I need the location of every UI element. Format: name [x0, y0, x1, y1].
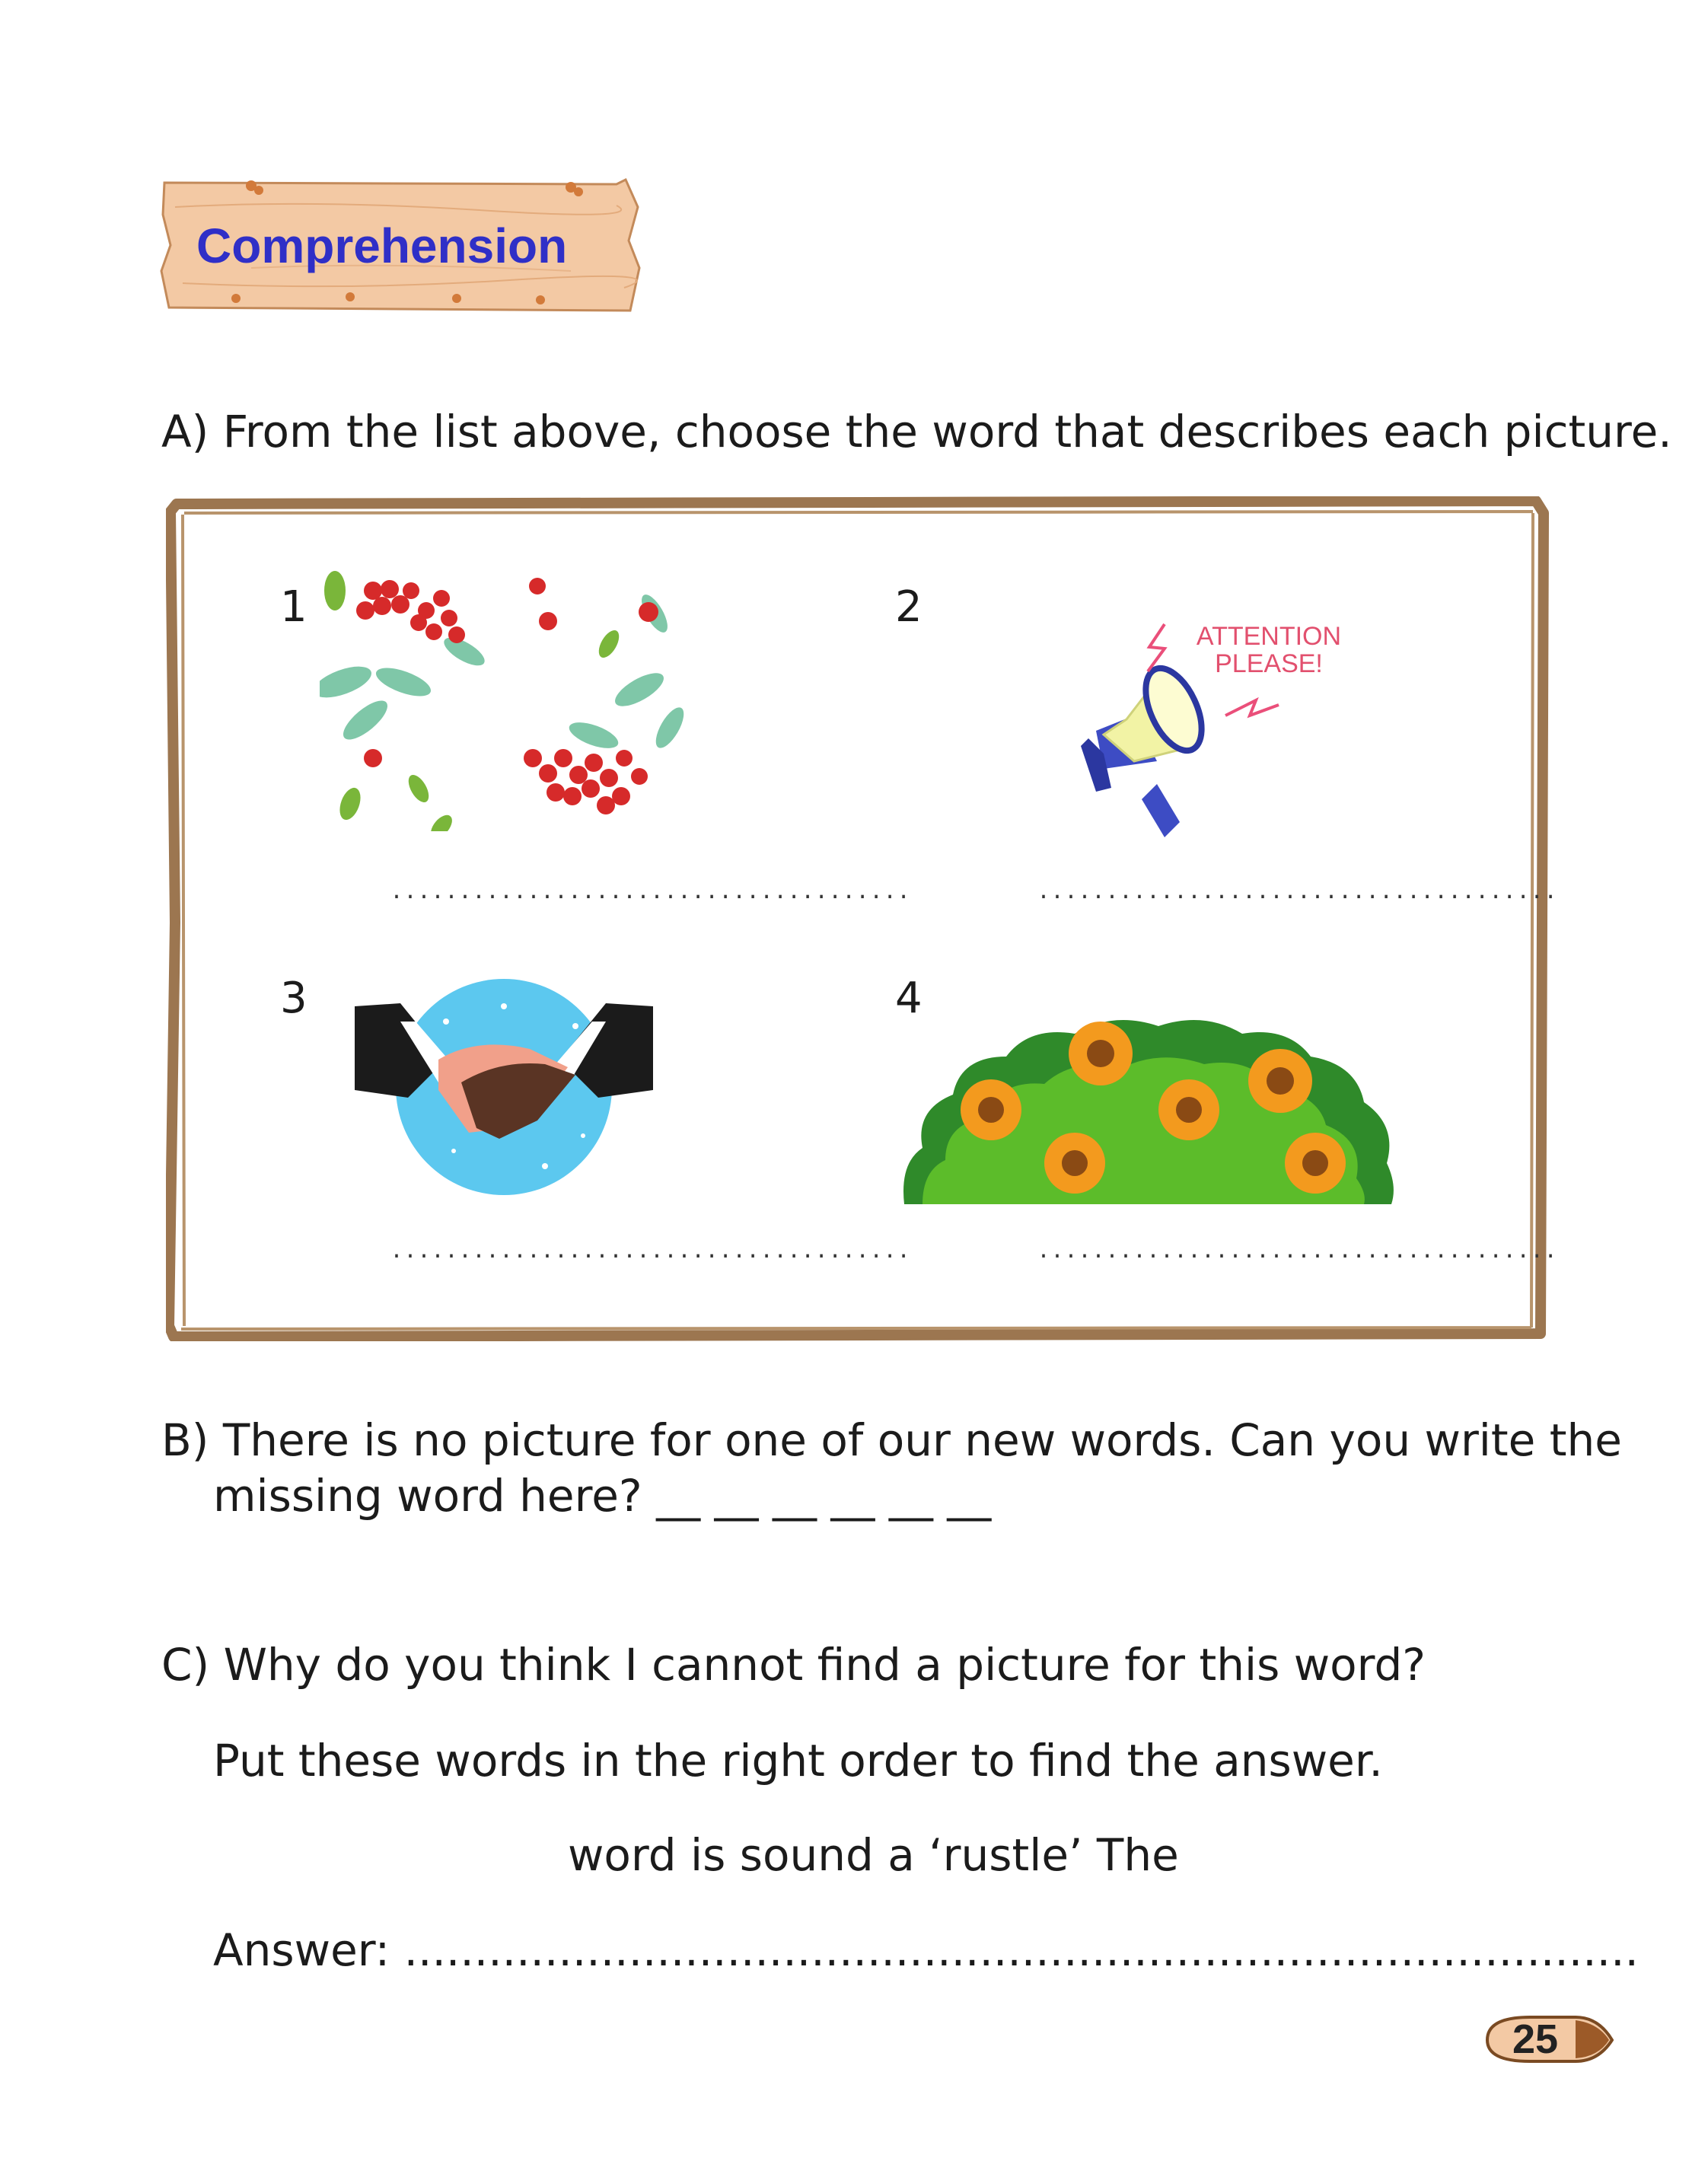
scrambled-words: word is sound a ‘rustle’ The — [568, 1829, 1179, 1881]
answer-blank-4[interactable]: ...................................... — [1037, 1239, 1558, 1265]
page-number: 25 — [1512, 2016, 1559, 2062]
section-c-instruction: Put these words in the right order to find the answer. — [213, 1735, 1383, 1787]
item-number-2: 2 — [895, 582, 923, 632]
answer-blank-2[interactable]: ...................................... — [1037, 880, 1558, 906]
megaphone-text-please: PLEASE! — [1215, 649, 1323, 678]
berries-illustration — [320, 568, 688, 831]
section-b-line2: missing word here? __ __ __ __ __ __ — [213, 1470, 992, 1522]
flower-bush-illustration — [900, 1011, 1397, 1204]
item-number-1: 1 — [280, 582, 308, 632]
handshake-illustration — [355, 976, 653, 1198]
answer-blank-3[interactable]: ...................................... — [390, 1239, 911, 1265]
item-number-3: 3 — [280, 974, 308, 1023]
answer-blank-1[interactable]: ...................................... — [390, 880, 911, 906]
section-a-instruction: A) From the list above, choose the word that describes each picture. — [161, 406, 1672, 457]
item-number-4: 4 — [895, 974, 923, 1023]
megaphone-text-attention: ATTENTION — [1196, 622, 1342, 651]
page-title: Comprehension — [196, 218, 568, 273]
section-c-question: C) Why do you think I cannot find a picture for this word? — [161, 1639, 1426, 1691]
answer-line[interactable]: Answer: ........................................................................................ — [213, 1924, 1639, 1976]
section-b-line1: B) There is no picture for one of our new words. Can you write the — [161, 1414, 1622, 1466]
